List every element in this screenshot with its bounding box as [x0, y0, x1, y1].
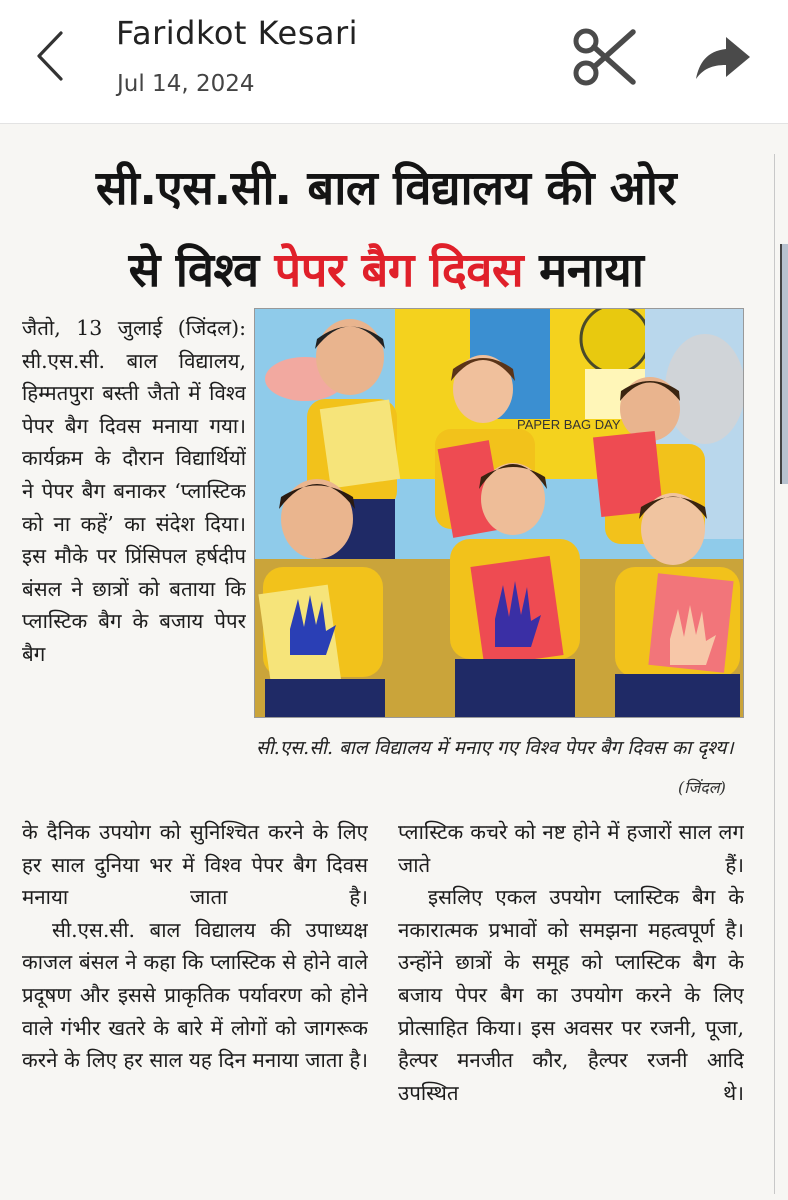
share-arrow-icon	[694, 35, 752, 81]
app-header	[0, 0, 788, 124]
children-with-paper-bags-illustration	[255, 309, 744, 718]
adjacent-article-edge	[770, 154, 788, 1194]
headline-line-2-end: मनाया	[523, 243, 644, 298]
article-paragraph-1: जैतो, 13 जुलाई (जिंदल): सी.एस.सी. बाल विद्यालय, हिम्मतपुरा बस्ती जैतो में विश्व पेपर बैग दिवस मनाया गया। कार्यक्रम के दौरान विद्यार्थियों ने पेपर बैग बनाकर ‘प्लास्टिक को ना कहें’ का संदेश दिया। इस मौके पर प्रिंसिपल हर्षदीप बंसल ने छात्रों को बताया कि प्लास्टिक बैग के बजाय पेपर बैग	[22, 316, 246, 666]
back-button[interactable]	[28, 28, 72, 84]
photo-banner: PAPER BAG DAY	[517, 417, 621, 432]
column-rule	[774, 154, 775, 1194]
photo-credit: (जिंदल)	[678, 778, 726, 797]
article-column-left	[22, 816, 368, 1178]
chevron-left-icon	[35, 30, 65, 82]
scissors-icon	[571, 26, 637, 88]
headline-line-1: सी.एस.सी. बाल विद्यालय की ओर	[95, 161, 677, 216]
headline-line-2	[16, 236, 756, 300]
article-column-right	[398, 816, 744, 1178]
article-paragraph-2: सी.एस.सी. बाल विद्यालय की उपाध्यक्ष काजल बंसल ने कहा कि प्लास्टिक से होने वाले प्रदूषण और इससे प्राकृतिक पर्यावरण को होने वाले गंभीर खतरे के बारे में लोगों को जागरूक करने के लिए हर साल यह दिन मनाया जाता है।	[22, 917, 368, 1073]
photo-caption: सी.एस.सी. बाल विद्यालय में मनाए गए विश्व पेपर बैग दिवस का दृश्य।	[256, 737, 734, 759]
adjacent-photo-edge	[780, 244, 788, 484]
article-paragraph-1-continued: के दैनिक उपयोग को सुनिश्चित करने के लिए हर साल दुनिया भर में विश्व पेपर बैग दिवस मनाया जाता है।	[22, 820, 368, 910]
headline-line-2-start: से विश्व	[128, 243, 275, 298]
article-column-narrow	[22, 312, 246, 832]
publication-title: Faridkot Kesari	[116, 14, 359, 52]
article-paragraph-3: प्लास्टिक कचरे को नष्ट होने में हजारों साल लग जाते हैं।	[398, 820, 744, 877]
article-photo	[254, 308, 744, 718]
clip-button[interactable]	[568, 24, 640, 90]
headline-highlight: पेपर बैग दिवस	[274, 243, 524, 298]
publication-date: Jul 14, 2024	[117, 71, 255, 97]
share-button[interactable]	[688, 28, 758, 88]
newspaper-clipping	[0, 124, 788, 1200]
article-paragraph-4: इसलिए एकल उपयोग प्लास्टिक बैग के नकारात्मक प्रभावों को समझना महत्वपूर्ण है। उन्होंने छात्रों के समूह को प्लास्टिक बैग के बजाय पेपर बैग का उपयोग करने के लिए प्रोत्साहित किया। इस अवसर पर रजनी, पूजा, हैल्पर मनजीत कौर, हैल्पर रजनी आदि उपस्थित थे।	[398, 885, 744, 1105]
